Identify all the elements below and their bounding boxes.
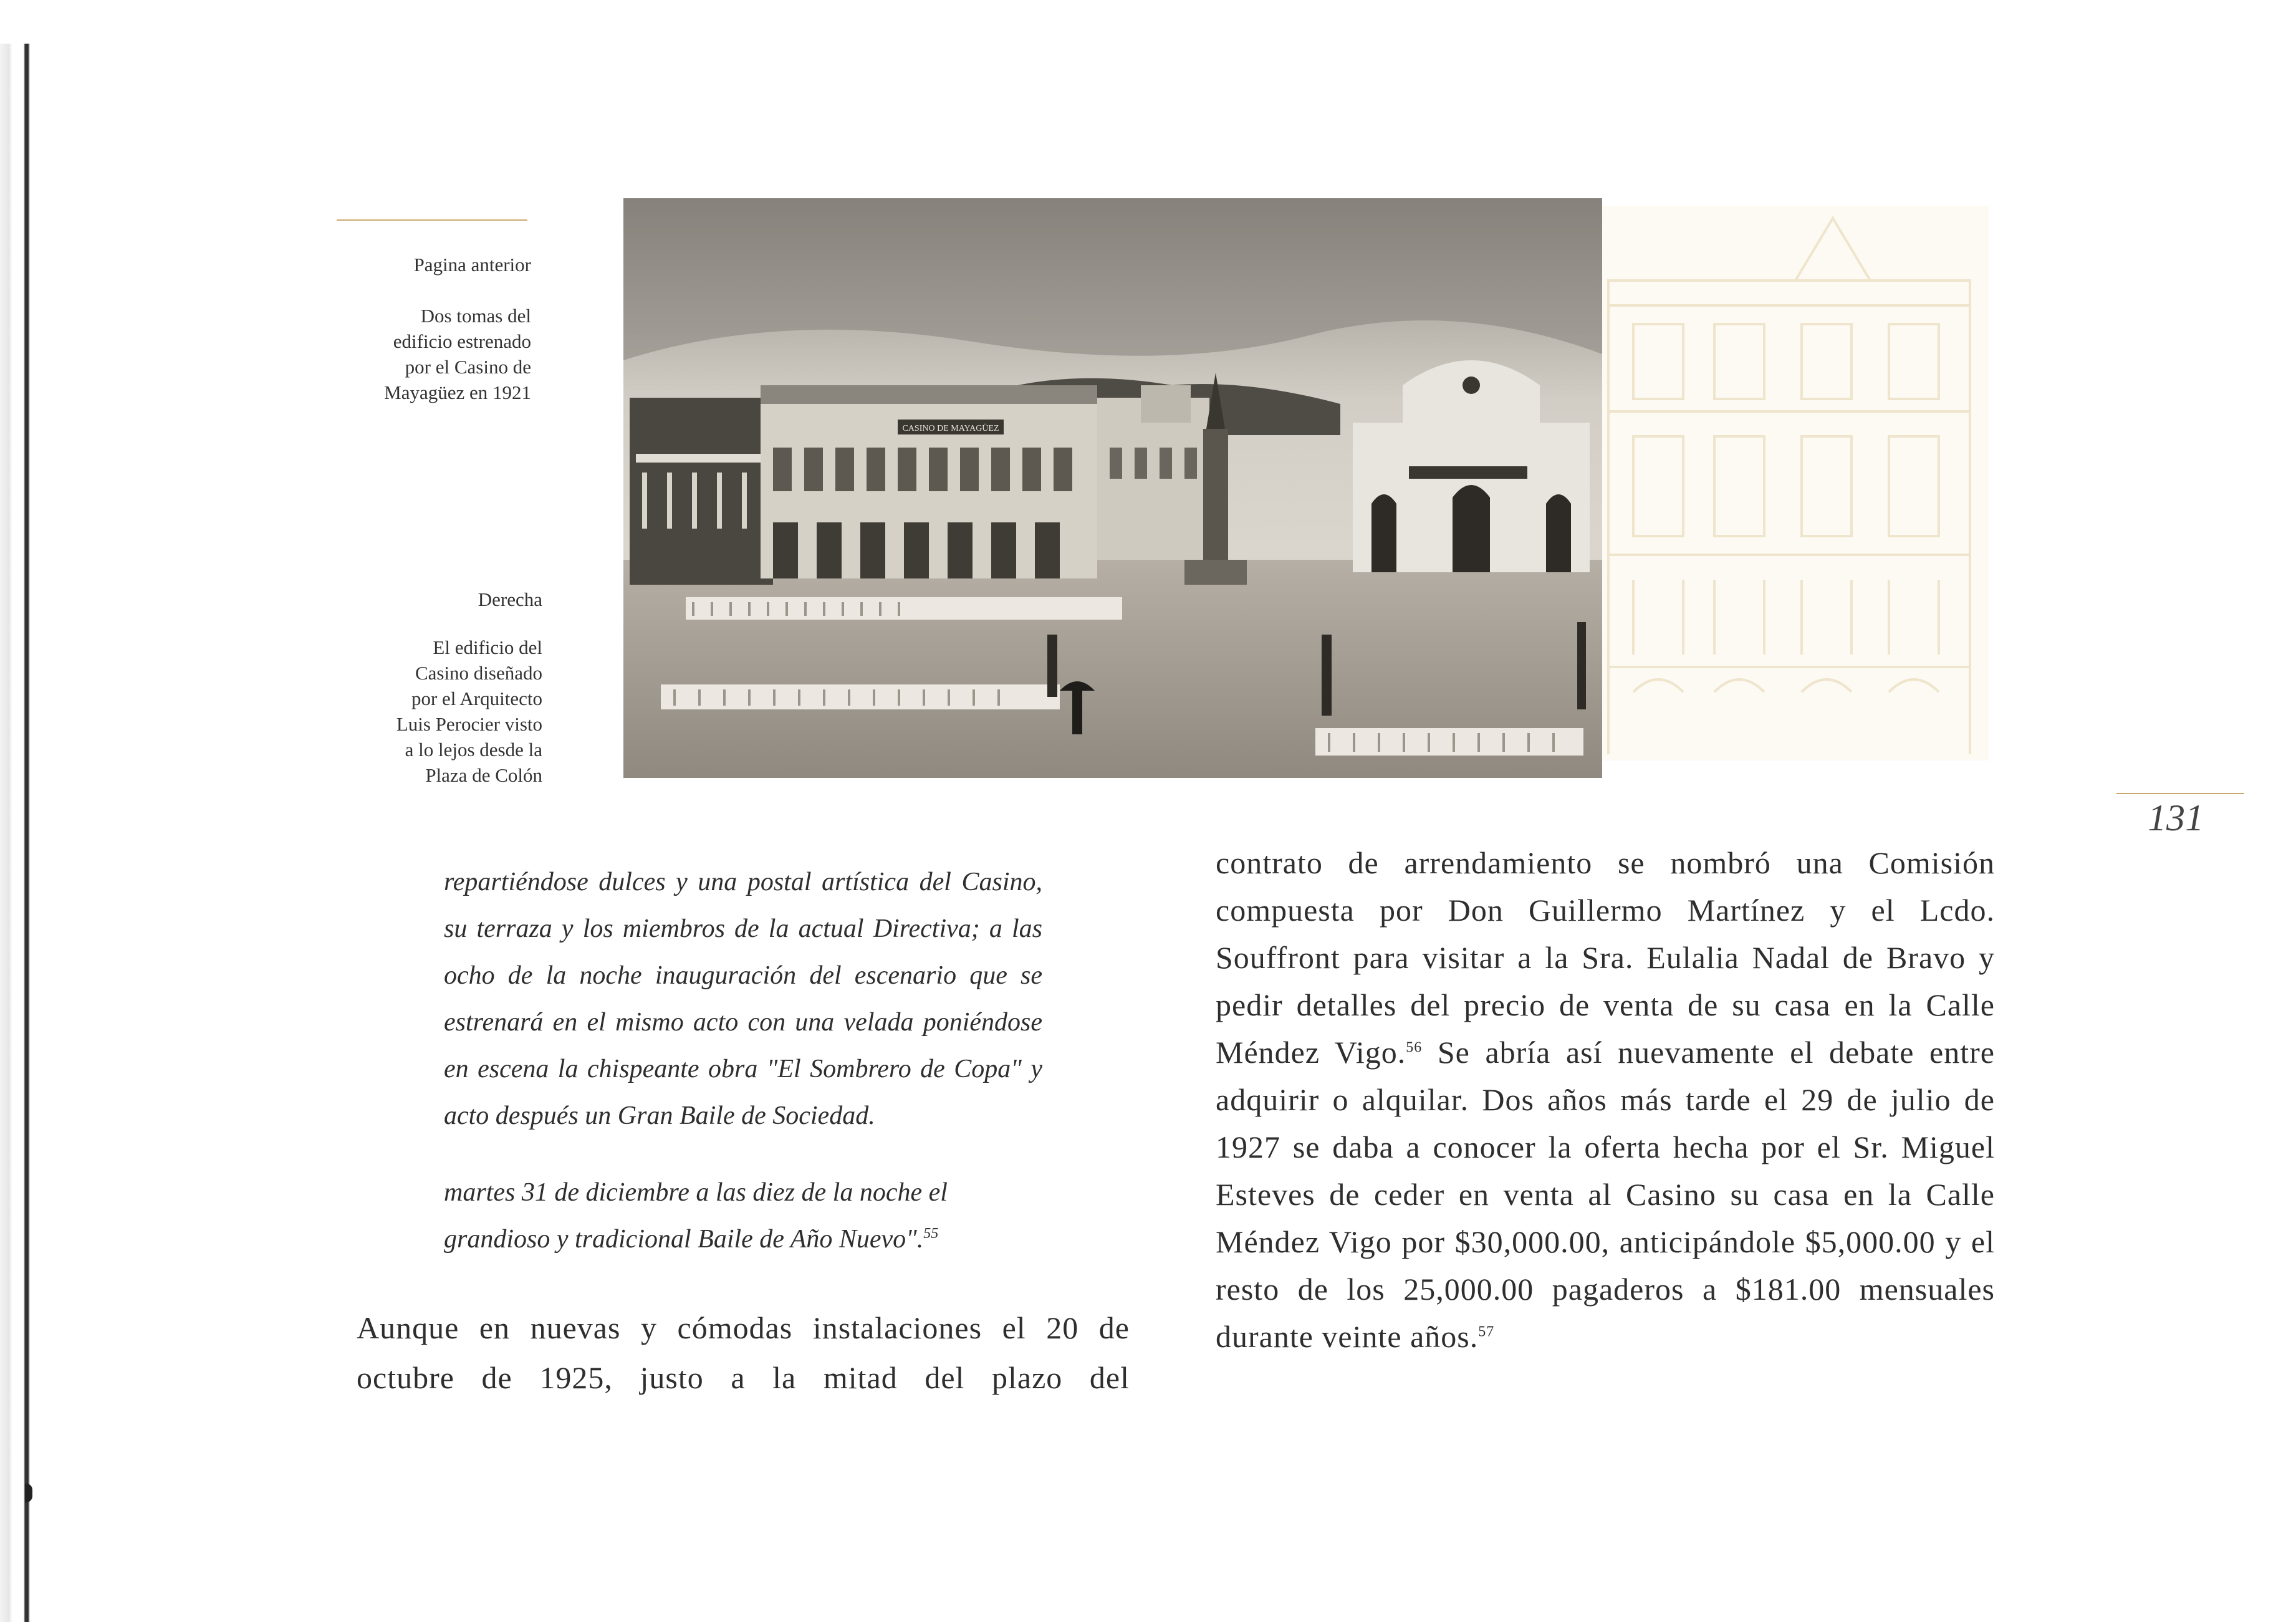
historic-plaza-photo: [623, 198, 1602, 778]
footnote-marker-56: 56: [1406, 1039, 1423, 1056]
casino-sign-text: CASINO DE MAYAGÜEZ: [902, 424, 999, 433]
caption-right-line: a lo lejos desde la: [405, 739, 542, 761]
caption-right-label: Derecha: [478, 588, 542, 610]
caption-previous-line: edificio estrenado: [393, 330, 531, 352]
caption-previous-label: Pagina anterior: [413, 254, 531, 276]
body-paragraph-right: [1216, 839, 1995, 1360]
body-right-part1: contrato de arrendamiento se nombró una Comisión compuesta por Don Guillermo Martínez y el Lcdo. Souffront para visitar a la Sra. Eulalia Nadal de Bravo y pedir detalles del precio de venta de su casa en la Calle Méndez Vigo.: [1216, 845, 1995, 1070]
quote-closing-text: martes 31 de diciembre a las diez de la noche el grandioso y tradicional Baile de Año Nuevo".: [444, 1178, 948, 1254]
caption-rule: [337, 219, 527, 221]
body-right-part2: Se abría así nuevamente el debate entre adquirir o alquilar. Dos años más tarde el 29 de julio de 1927 se daba a conocer la oferta hecha por el Sr. Miguel Esteves de ceder en venta al Casino su casa en la Calle Méndez Vigo por $30,000.00, anticipándole $5,000.00 y el resto de los 25,000.00 pagaderos a $181.00 mensuales durante veinte años.: [1216, 1035, 1995, 1354]
binding-notch: [25, 1484, 32, 1502]
page-binding-edge: [0, 44, 30, 1622]
caption-previous-line: por el Casino de: [405, 356, 531, 378]
caption-previous-line: Dos tomas del: [420, 305, 531, 327]
caption-right-line: El edificio del: [433, 636, 542, 658]
caption-right-line: Casino diseñado: [415, 662, 542, 684]
body-paragraph-left: Aunque en nuevas y cómodas instalaciones el 20 de octubre de 1925, justo a la mitad del plazo del: [357, 1310, 1130, 1395]
page-number-rule: [2116, 793, 2244, 794]
caption-right-line: Luis Perocier visto: [396, 713, 542, 735]
footnote-marker-57: 57: [1478, 1323, 1495, 1340]
caption-right-line: por el Arquitecto: [411, 688, 542, 709]
quote-closing: [444, 1169, 1042, 1263]
faded-building-drawing: [1596, 206, 1989, 761]
caption-right-line: Plaza de Colón: [425, 764, 542, 786]
caption-previous-line: Mayagüez en 1921: [384, 382, 531, 403]
footnote-marker-55: 55: [923, 1226, 939, 1242]
page-number: 131: [2148, 797, 2204, 838]
quote-paragraph: repartiéndose dulces y una postal artística del Casino, su terraza y los miembros de la actual Directiva; a las ocho de la noche inauguración del escenario que se estrenará en el mismo acto con una velada poniéndose en escena la chispeante obra "El Sombrero de Copa" y acto después un Gran Baile de Sociedad.: [444, 868, 1042, 1130]
